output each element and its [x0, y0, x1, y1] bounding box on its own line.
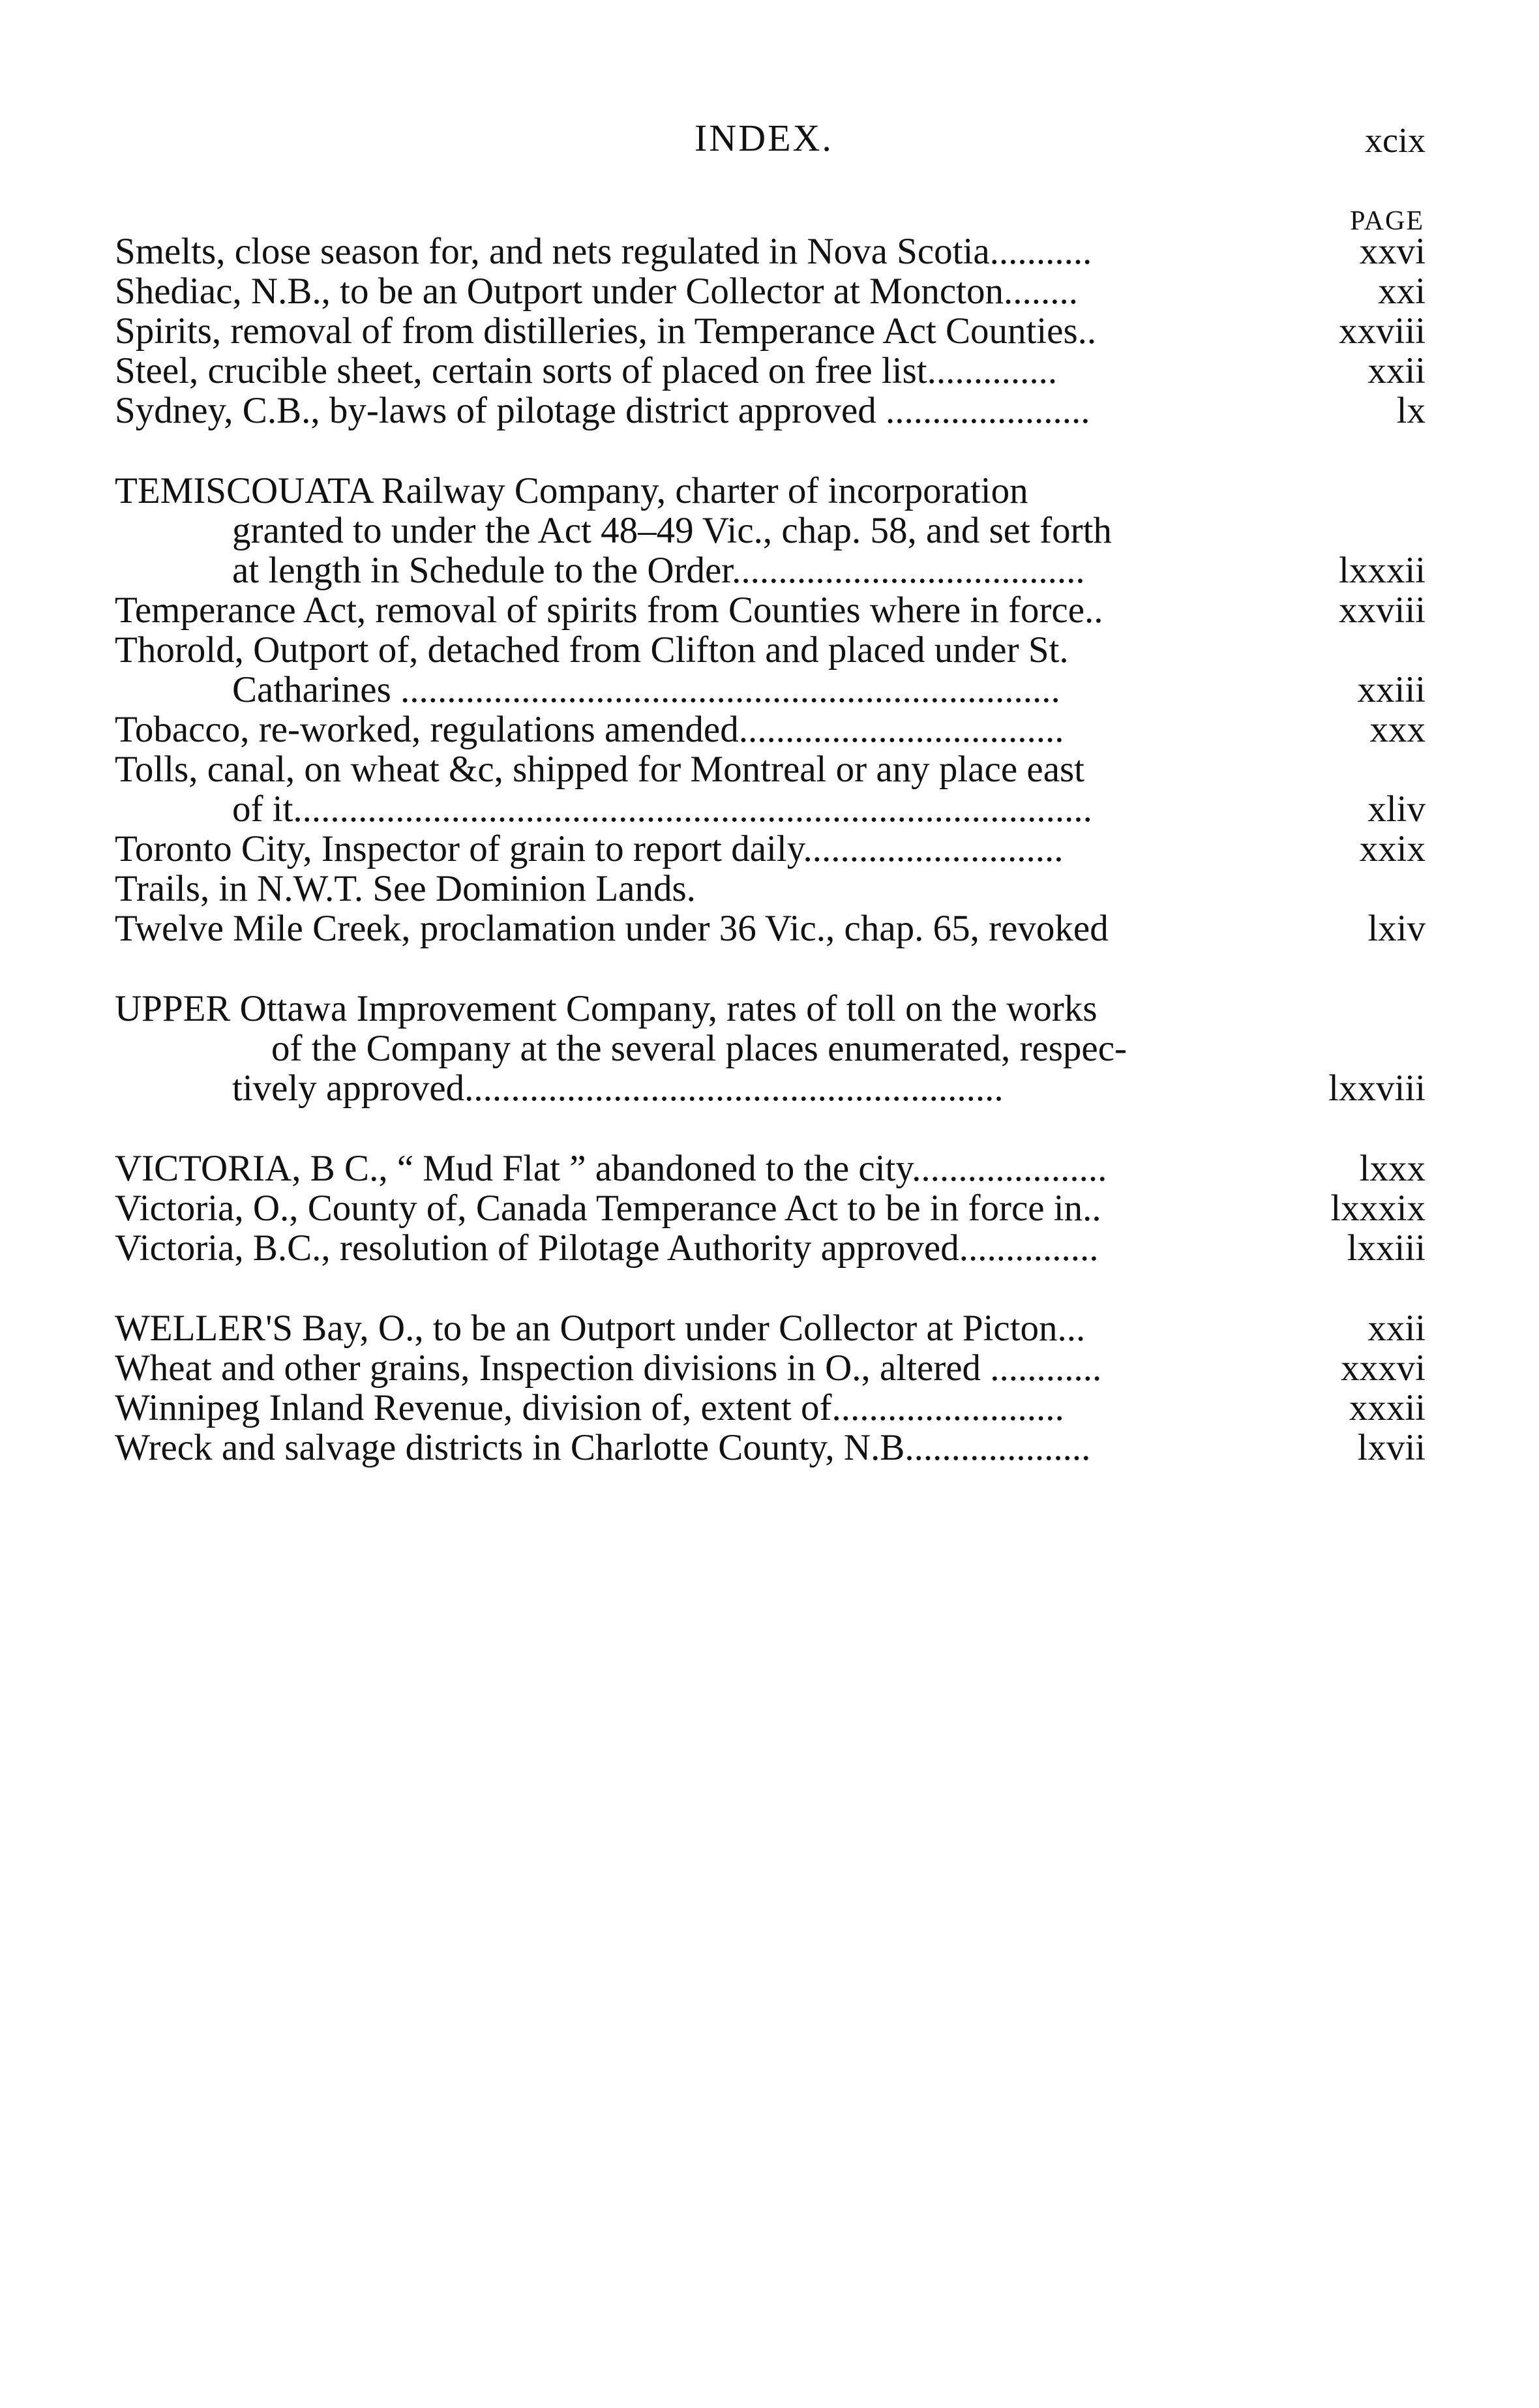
entry-text: Winnipeg Inland Revenue, division of, extent of.........................: [115, 1387, 1064, 1428]
entry-page: lxxviii: [1328, 1068, 1426, 1109]
page-column-label: PAGE: [1350, 206, 1424, 236]
index-entry: [115, 1188, 1426, 1228]
entry-text: Wreck and salvage districts in Charlotte County, N.B....................: [115, 1427, 1091, 1468]
index-entry: [115, 232, 1426, 271]
index-entry: [115, 1348, 1426, 1388]
entry-text: Toronto City, Inspector of grain to report daily............................: [115, 828, 1064, 869]
entry-text: Tobacco, re-worked, regulations amended...................................: [115, 709, 1064, 750]
entry-page: xxii: [1367, 1308, 1426, 1349]
index-entry: [115, 391, 1426, 430]
entry-text: of it......................................................................................: [232, 789, 1092, 830]
entry-page: xxi: [1378, 271, 1426, 312]
entry-text: Twelve Mile Creek, proclamation under 36 Vic., chap. 65, revoked: [115, 908, 1109, 949]
index-entry: [115, 271, 1426, 311]
index-entry: [115, 311, 1426, 351]
entry-text: Smelts, close season for, and nets regulated in Nova Scotia...........: [115, 231, 1092, 272]
page-title: INDEX.: [695, 117, 833, 159]
index-entry-continuation: [115, 670, 1426, 710]
entry-text: VICTORIA, B C., “ Mud Flat ” abandoned to the city.....................: [115, 1148, 1107, 1189]
entry-page: xxiii: [1357, 669, 1426, 710]
index-entry-continuation: [115, 511, 1426, 550]
index-group-v: [115, 1149, 1426, 1268]
index-group-w: [115, 1308, 1426, 1467]
index-entry: [115, 630, 1426, 670]
index-entry-continuation: [115, 1068, 1426, 1108]
entry-text: Victoria, B.C., resolution of Pilotage Authority approved...............: [115, 1227, 1099, 1269]
index-entry: [115, 829, 1426, 869]
index-entry: [115, 351, 1426, 391]
entry-text: granted to under the Act 48–49 Vic., chap. 58, and set forth: [232, 510, 1112, 551]
page-header: [0, 116, 1539, 168]
entry-text: of the Company at the several places enumerated, respec-: [271, 1028, 1128, 1069]
page-number: xcix: [1365, 121, 1426, 160]
entry-page: lx: [1396, 390, 1426, 431]
entry-text: Victoria, O., County of, Canada Temperance Act to be in force in..: [115, 1188, 1101, 1229]
index-entry: [115, 1228, 1426, 1268]
entry-text: Trails, in N.W.T. See Dominion Lands.: [115, 868, 696, 909]
index-entry: [115, 989, 1426, 1029]
index-entry: [115, 1308, 1426, 1348]
entry-page: xxvi: [1359, 231, 1426, 272]
entry-page: xxxvi: [1341, 1347, 1426, 1389]
index-entry: [115, 909, 1426, 948]
entry-page: lxxiii: [1347, 1227, 1426, 1269]
entry-page: xxii: [1367, 350, 1426, 391]
index-entry: [115, 590, 1426, 630]
index-entry: [115, 869, 1426, 909]
index-entry: [115, 471, 1426, 511]
entry-text: Tolls, canal, on wheat &c, shipped for Montreal or any place east: [115, 749, 1085, 790]
entry-page: lxxxix: [1330, 1188, 1426, 1229]
entry-text: Thorold, Outport of, detached from Clifton and placed under St.: [115, 629, 1069, 670]
index-entry-continuation: [115, 789, 1426, 829]
index-entry: [115, 710, 1426, 749]
entry-text: WELLER'S Bay, O., to be an Outport under Collector at Picton...: [115, 1308, 1086, 1349]
entry-page: lxvii: [1357, 1427, 1426, 1468]
entry-text: Wheat and other grains, Inspection divisions in O., altered ............: [115, 1347, 1102, 1389]
entry-page: xxx: [1369, 709, 1426, 750]
entry-text: tively approved..........................................................: [232, 1068, 1004, 1109]
entry-page: xxviii: [1338, 590, 1426, 631]
index-entry-continuation: [115, 1029, 1426, 1068]
entry-page: lxxxii: [1338, 550, 1426, 591]
entry-text: UPPER Ottawa Improvement Company, rates of toll on the works: [115, 988, 1098, 1029]
entry-page: xxxii: [1349, 1387, 1426, 1428]
index-entry: [115, 1388, 1426, 1428]
entry-text: Shediac, N.B., to be an Outport under Collector at Moncton........: [115, 271, 1078, 312]
index-group-u: [115, 989, 1426, 1108]
entry-text: at length in Schedule to the Order......................................: [232, 550, 1085, 591]
index-entry: [115, 749, 1426, 789]
index-entries: [115, 232, 1426, 1508]
entry-page: lxxx: [1359, 1148, 1426, 1189]
entry-page: xxviii: [1338, 310, 1426, 352]
entry-text: Spirits, removal of from distilleries, in Temperance Act Counties..: [115, 310, 1097, 352]
index-group-s: [115, 232, 1426, 430]
entry-page: xxix: [1359, 828, 1426, 869]
index-group-t: [115, 471, 1426, 948]
entry-page: xliv: [1367, 789, 1426, 830]
index-entry: [115, 1149, 1426, 1188]
entry-page: lxiv: [1367, 908, 1426, 949]
entry-text: Steel, crucible sheet, certain sorts of placed on free list..............: [115, 350, 1058, 391]
index-entry-continuation: [115, 550, 1426, 590]
entry-text: TEMISCOUATA Railway Company, charter of incorporation: [115, 470, 1028, 511]
entry-text: Catharines .......................................................................: [232, 669, 1060, 710]
index-entry: [115, 1428, 1426, 1467]
entry-text: Sydney, C.B., by-laws of pilotage district approved ......................: [115, 390, 1090, 431]
entry-text: Temperance Act, removal of spirits from Counties where in force..: [115, 590, 1103, 631]
